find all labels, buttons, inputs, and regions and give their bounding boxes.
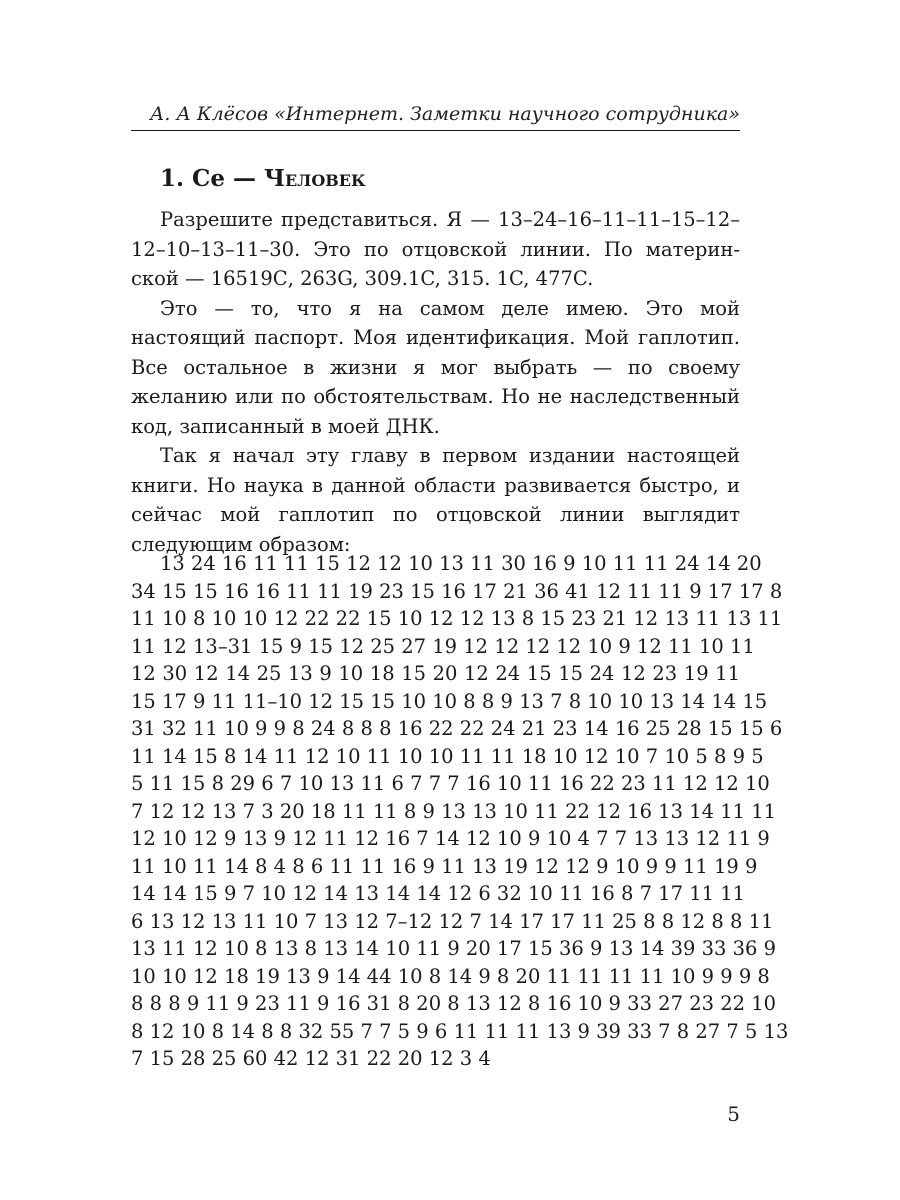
haplotype-line: 7 15 28 25 60 42 12 31 22 20 12 3 4 bbox=[131, 1047, 491, 1070]
paragraph: Это — то, что я на самом деле имею. Это мой настоящий паспорт. Моя идентификация. Мой гаплотип. Все остальное в жизни я мог выбрать — по своему желанию или по обстоятельствам. Но не наследственный код, записанный в моей ДНК. bbox=[131, 296, 740, 438]
haplotype-line: 14 14 15 9 7 10 12 14 13 14 14 12 6 32 10 11 16 8 7 17 11 11 bbox=[131, 882, 746, 905]
haplotype-line: 7 12 12 13 7 3 20 18 11 11 8 9 13 13 10 11 22 12 16 13 14 11 11 bbox=[131, 799, 777, 823]
haplotype-line: 6 13 12 13 11 10 7 13 12 7–12 12 7 14 17 17 11 25 8 8 12 8 8 11 bbox=[131, 909, 774, 933]
running-head: А. А Клёсов «Интернет. Заметки научного сотрудника» bbox=[131, 100, 740, 131]
haplotype-line: 34 15 15 16 16 11 11 19 23 15 16 17 21 36 41 12 11 11 9 17 17 8 bbox=[131, 579, 783, 603]
haplotype-line: 12 10 12 9 13 9 12 11 12 16 7 14 12 10 9 10 4 7 7 13 13 12 11 9 bbox=[131, 827, 770, 850]
haplotype-line: 5 11 15 8 29 6 7 10 13 11 6 7 7 7 16 10 11 16 22 23 11 12 12 10 bbox=[131, 772, 770, 795]
page-number: 5 bbox=[727, 1102, 740, 1126]
haplotype-line: 13 24 16 11 11 15 12 12 10 13 11 30 16 9 10 11 11 24 14 20 bbox=[160, 552, 762, 575]
haplotype-line: 8 8 8 9 11 9 23 11 9 16 31 8 20 8 13 12 8 16 10 9 33 27 23 22 10 bbox=[131, 992, 777, 1015]
haplotype-line: 31 32 11 10 9 9 8 24 8 8 8 16 22 22 24 21 23 14 16 25 28 15 15 6 bbox=[131, 717, 783, 740]
haplotype-line: 11 14 15 8 14 11 12 10 11 10 10 11 11 18 10 12 10 7 10 5 8 9 5 bbox=[131, 744, 764, 768]
haplotype-line: 11 10 8 10 10 12 22 22 15 10 12 12 13 8 15 23 21 12 13 11 13 11 bbox=[131, 607, 783, 630]
haplotype-block bbox=[131, 550, 789, 1073]
body-text bbox=[131, 205, 740, 559]
haplotype-line: 10 10 12 18 19 13 9 14 44 10 8 14 9 8 20 11 11 11 11 10 9 9 9 8 bbox=[131, 964, 770, 988]
haplotype-line: 8 12 10 8 14 8 8 32 55 7 7 5 9 6 11 11 11 13 9 39 33 7 8 27 7 5 13 bbox=[131, 1019, 789, 1043]
haplotype-line: 12 30 12 14 25 13 9 10 18 15 20 12 24 15 15 24 12 23 19 11 bbox=[131, 662, 740, 685]
haplotype-line: 11 12 13–31 15 9 15 12 25 27 19 12 12 12 12 10 9 12 11 10 11 bbox=[131, 634, 755, 658]
haplotype-line: 15 17 9 11 11–10 12 15 15 10 10 8 8 9 13 7 8 10 10 13 14 14 15 bbox=[131, 689, 768, 713]
chapter-title-text: Человек bbox=[263, 165, 366, 192]
chapter-number: 1. Се — bbox=[160, 165, 264, 192]
haplotype-line: 13 11 12 10 8 13 8 13 14 10 11 9 20 17 15 36 9 13 14 39 33 36 9 bbox=[131, 937, 777, 960]
paragraph: Разрешите представиться. Я — 13–24–16–11–11–15–12–12–10–13–11–30. Это по отцовской линии. По материнской — 16519С, 263G, 309.1C, 315. 1C, 477C. bbox=[131, 208, 740, 290]
paragraph: Так я начал эту главу в первом издании настоящей книги. Но наука в данной области развивается быстро, и сейчас мой гаплотип по отцовской линии выглядит следующим образом: bbox=[131, 444, 740, 556]
chapter-title bbox=[160, 163, 366, 195]
haplotype-line: 11 10 11 14 8 4 8 6 11 11 16 9 11 13 19 12 12 9 10 9 9 11 19 9 bbox=[131, 854, 758, 878]
